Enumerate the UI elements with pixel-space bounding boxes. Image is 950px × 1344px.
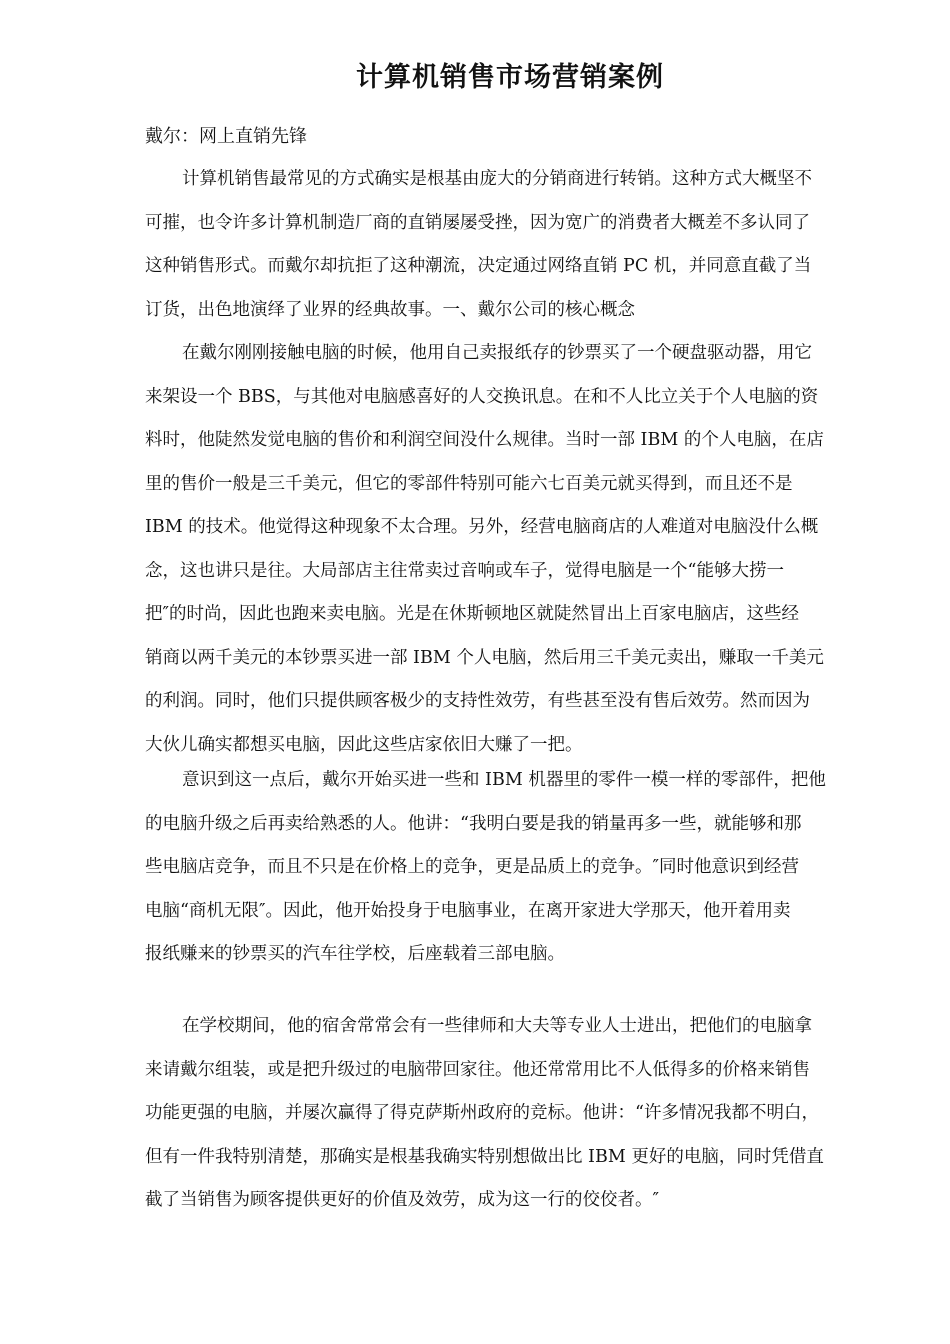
paragraph-line: 销商以两千美元的本钞票买进一部 IBM 个人电脑，然后用三千美元卖出，赚取一千美元 bbox=[145, 647, 824, 668]
paragraph-line: 料时，他陡然发觉电脑的售价和利润空间没什么规律。当时一部 IBM 的个人电脑，在店 bbox=[145, 430, 824, 450]
page-title: 计算机销售市场营销案例 bbox=[356, 62, 664, 93]
paragraph-line: 大伙儿确实都想买电脑，因此这些店家依旧大赚了一把。 bbox=[145, 734, 583, 755]
paragraph-line: 在学校期间，他的宿舍常常会有一些律师和大夫等专业人士进出，把他们的电脑拿 bbox=[182, 1016, 812, 1036]
paragraph-line: 里的售价一般是三千美元，但它的零部件特别可能六七百美元就买得到，而且还不是 bbox=[145, 473, 793, 494]
paragraph-line: 截了当销售为顾客提供更好的价值及效劳，成为这一行的佼佼者。″ bbox=[145, 1190, 660, 1210]
paragraph-line: 功能更强的电脑，并屡次赢得了得克萨斯州政府的竞标。他讲：“许多情况我都不明白， bbox=[145, 1103, 819, 1123]
paragraph-line: 这种销售形式。而戴尔却抗拒了这种潮流，决定通过网络直销 PC 机，并同意直截了当 bbox=[145, 256, 812, 276]
paragraph-line: 来架设一个 BBS，与其他对电脑感喜好的人交换讯息。在和不人比立关于个人电脑的资 bbox=[145, 386, 819, 407]
paragraph-line: 的利润。同时，他们只提供顾客极少的支持性效劳，有些甚至没有售后效劳。然而因为 bbox=[145, 691, 810, 711]
subtitle: 戴尔：网上直销先锋 bbox=[145, 126, 307, 147]
paragraph-line: 可摧，也令许多计算机制造厂商的直销屡屡受挫，因为宽广的消费者大概差不多认同了 bbox=[145, 212, 810, 233]
paragraph-line: 把″的时尚，因此也跑来卖电脑。光是在休斯顿地区就陡然冒出上百家电脑店，这些经 bbox=[145, 604, 800, 624]
paragraph-line: 意识到这一点后，戴尔开始买进一些和 IBM 机器里的零件一模一样的零部件，把他 bbox=[182, 770, 826, 790]
paragraph-2 bbox=[145, 338, 880, 773]
paragraph-line: 报纸赚来的钞票买的汽车往学校，后座载着三部电脑。 bbox=[145, 944, 565, 964]
paragraph-line: 电脑“商机无限″。因此，他开始投身于电脑事业，在离开家进大学那天，他开着用卖 bbox=[145, 900, 791, 921]
paragraph-1 bbox=[145, 164, 880, 338]
paragraph-line: 但有一件我特别清楚，那确实是根基我确实特别想做出比 IBM 更好的电脑，同时凭借直 bbox=[145, 1146, 824, 1167]
paragraph-line: 订货，出色地演绎了业界的经典故事。一、戴尔公司的核心概念 bbox=[145, 299, 635, 320]
paragraph-3 bbox=[145, 765, 880, 983]
paragraph-line: 些电脑店竞争，而且不只是在价格上的竞争，更是品质上的竞争。″同时他意识到经营 bbox=[145, 857, 800, 877]
paragraph-line: IBM 的技术。他觉得这种现象不太合理。另外，经营电脑商店的人难道对电脑没什么概 bbox=[145, 517, 819, 537]
paragraph-line: 的电脑升级之后再卖给熟悉的人。他讲：“我明白要是我的销量再多一些，就能够和那 bbox=[145, 813, 802, 834]
paragraph-line: 计算机销售最常见的方式确实是根基由庞大的分销商进行转销。这种方式大概坚不 bbox=[182, 169, 812, 189]
paragraph-line: 念，这也讲只是往。大局部店主往常卖过音响或车子，觉得电脑是一个“能够大捞一 bbox=[145, 560, 784, 581]
paragraph-4 bbox=[145, 1011, 880, 1229]
paragraph-line: 在戴尔刚刚接触电脑的时候，他用自己卖报纸存的钞票买了一个硬盘驱动器，用它 bbox=[182, 343, 812, 363]
paragraph-line: 来请戴尔组装，或是把升级过的电脑带回家往。他还常常用比不人低得多的价格来销售 bbox=[145, 1059, 810, 1080]
